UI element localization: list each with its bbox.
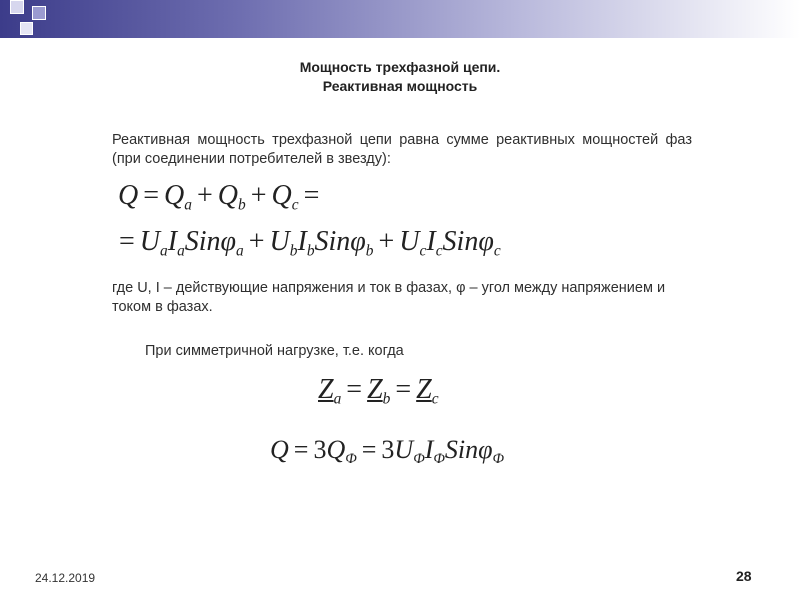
decorative-square-1 <box>10 0 24 14</box>
slide-title-line2: Реактивная мощность <box>322 78 478 94</box>
equation-symmetric-reactive-power: $Q = 3Q_Ф = 3U_ФI_ФSin\varphi_Ф$ <box>270 435 504 467</box>
equation-reactive-power-expanded: = $U_aI_aSin\varphi_a + U_bI_bSin\varphi_b + U_cI_cSin\varphi_c$ <box>119 226 501 260</box>
equation-symmetric-impedance: $Z_a = Z_b = Z_c$ <box>318 374 439 408</box>
slide-number: 28 <box>736 568 752 584</box>
intro-paragraph: Реактивная мощность трехфазной цепи равна сумме реактивных мощностей фаз (при соединении потребителей в звезду): <box>112 132 692 167</box>
equation-reactive-power-sum: $Q = Q_a + Q_b + Q_c$ = <box>118 180 320 214</box>
decorative-square-2 <box>32 6 46 20</box>
slide-title-line1: Мощность трехфазной цепи. <box>299 59 501 75</box>
footer-date: 24.12.2019 <box>35 571 96 585</box>
header-gradient-bar <box>0 0 800 38</box>
definitions-paragraph: где U, I – действующие напряжения и ток в фазах, φ – угол между напряжением и током в фазах. <box>112 280 666 315</box>
symmetric-load-text: При симметричной нагрузке, т.е. когда <box>145 343 404 359</box>
decorative-square-3 <box>20 22 33 35</box>
